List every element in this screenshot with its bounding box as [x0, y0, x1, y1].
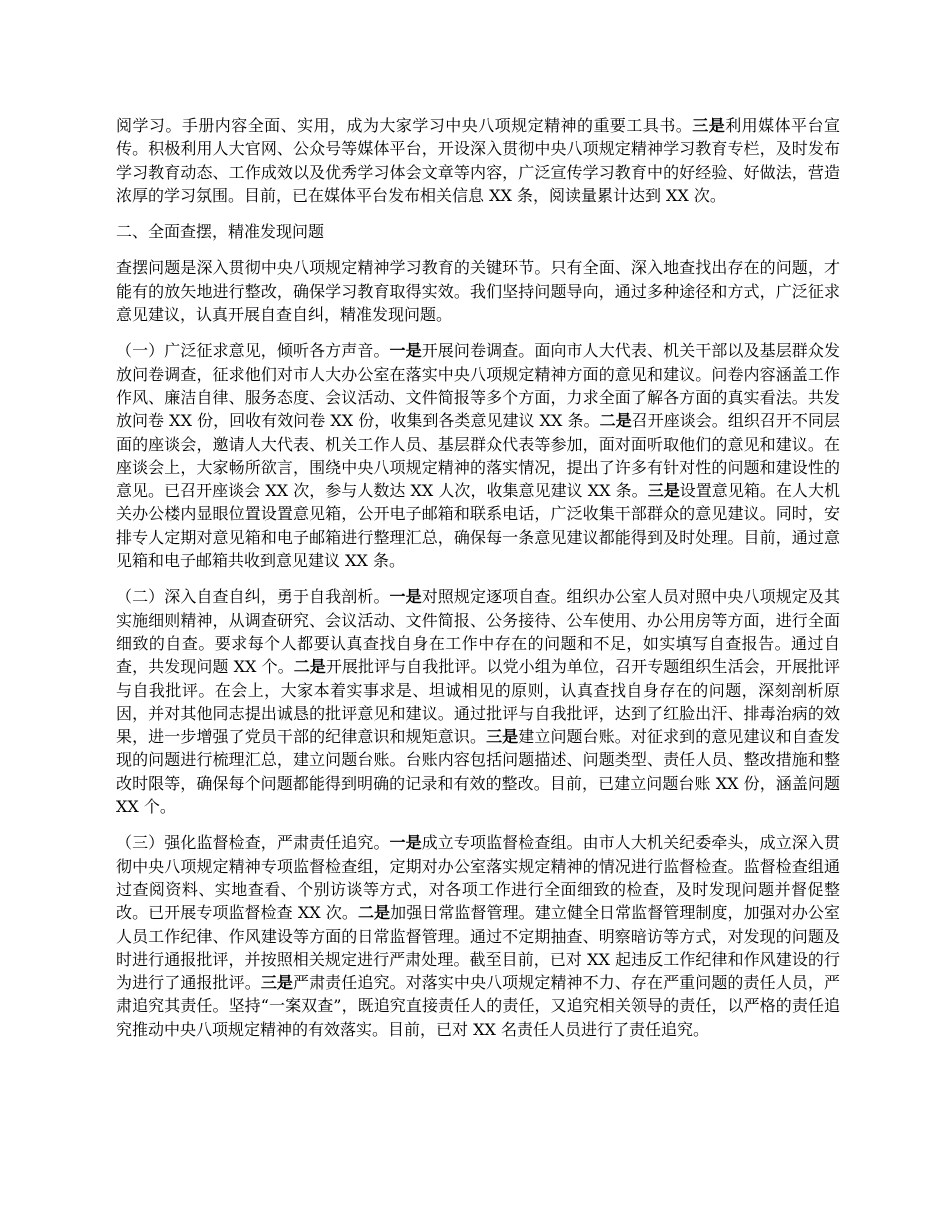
text-segment: 开展批评与自我批评。以党小组为单位，召开专题组织生活会，开展批评与自我批评。在会上，大家本着实事求是、坦诚相见的原则，认真查找自身存在的问题，深刻剖析原因，并对其他同志提出诚恳的批评意见和建议。通过批评与自我批评，达到了红脸出汗、排毒治病的效果，进一步增强了党员干部的纪律意识和规矩意识。 — [116, 657, 840, 747]
subsection-title: （一）广泛征求意见，倾听各方声音。 — [116, 341, 390, 361]
text-segment: 设置意见箱。在人大机关办公楼内显眼位置设置意见箱，公开电子邮箱和联系电话，广泛收集干部群众的意见建议。同时，安排专人定期对意见箱和电子邮箱进行整理汇总，确保每一条意见建议都能得到及时处理。目前，通过意见箱和电子邮箱共收到意见建议 XX 条。 — [116, 481, 840, 571]
text-segment: 查摆问题是深入贯彻中央八项规定精神学习教育的关键环节。只有全面、深入地查找出存在的问题，才能有的放矢地进行整改，确保学习教育取得实效。我们坚持问题导向，通过多种途径和方式，广泛征求意见建议，认真开展自查自纠，精准发现问题。 — [116, 258, 840, 325]
text-segment: 利用媒体平台宣传。积极利用人大官网、公众号等媒体平台，开设深入贯彻中央八项规定精神学习教育专栏，及时发布学习教育动态、工作成效以及优秀学习体会文章等内容，广泛宣传学习教育中的好经验、好做法，营造浓厚的学习氛围。目前，已在媒体平台发布相关信息 XX 条，阅读量累计达到 XX 次。 — [116, 116, 840, 205]
bold-marker: 二是 — [293, 657, 326, 677]
bold-marker: 三是 — [692, 116, 726, 135]
bold-marker: 二是 — [599, 411, 632, 431]
paragraph-subsection-3 — [116, 831, 840, 1041]
subsection-title: （三）强化监督检查，严肃责任追究。 — [116, 833, 390, 853]
text-segment: 阅学习。手册内容全面、实用，成为大家学习中央八项规定精神的重要工具书。 — [116, 116, 693, 135]
text-segment: 开展问卷调查。面向市人大代表、机关干部以及基层群众发放问卷调查，征求他们对市人大办公室在落实中央八项规定精神方面的意见和建议。问卷内容涵盖工作作风、廉洁自律、服务态度、会议活动、文件简报等多个方面，力求全面了解各方面的真实看法。共发放问卷 XX 份，回收有效问卷 XX 份，收集到各类意见建议 XX 条。 — [116, 341, 840, 431]
bold-marker: 三是 — [486, 727, 519, 747]
section-heading — [116, 220, 840, 243]
subsection-title: （二）深入自查自纠，勇于自我剖析。 — [116, 587, 390, 607]
bold-marker: 二是 — [357, 903, 391, 923]
text-segment: 严肃责任追究。对落实中央八项规定精神不力、存在严重问题的责任人员，严肃追究其责任。坚持“一案双查”，既追究直接责任人的责任，又追究相关领导的责任，以严格的责任追究推动中央八项规定精神的有效落实。目前，已对 XX 名责任人员进行了责任追究。 — [116, 973, 840, 1039]
heading-text: 二、全面查摆，精准发现问题 — [116, 222, 325, 242]
bold-marker: 一是 — [389, 587, 422, 607]
paragraph-section-intro — [116, 256, 840, 326]
paragraph-intro — [116, 114, 840, 207]
bold-marker: 三是 — [647, 481, 680, 501]
paragraph-subsection-2 — [116, 585, 840, 818]
text-segment: 成立专项监督检查组。由市人大机关纪委牵头，成立深入贯彻中央八项规定精神专项监督检查组，定期对办公室落实规定精神的情况进行监督检查。监督检查组通过查阅资料、实地查看、个别访谈等方式，对各项工作进行全面细致的检查，及时发现问题并督促整改。已开展专项监督检查 XX 次。 — [116, 833, 840, 923]
paragraph-subsection-1 — [116, 339, 840, 572]
text-segment: 召开座谈会。组织召开不同层面的座谈会，邀请人大代表、机关工作人员、基层群众代表等参加，面对面听取他们的意见和建议。在座谈会上，大家畅所欲言，围绕中央八项规定精神的落实情况，提出了许多有针对性的问题和建设性的意见。已召开座谈会 XX 次，参与人数达 XX 人次，收集意见建议 XX 条。 — [116, 411, 840, 501]
text-segment: 对照规定逐项自查。组织办公室人员对照中央八项规定及其实施细则精神，从调查研究、会议活动、文件简报、公务接待、公车使用、办公用房等方面，进行全面细致的自查。要求每个人都要认真查找自身在工作中存在的问题和不足，如实填写自查报告。通过自查，共发现问题 XX 个。 — [116, 587, 840, 677]
document-page — [116, 114, 840, 1041]
text-segment: 加强日常监督管理。建立健全日常监督管理制度，加强对办公室人员工作纪律、作风建设等方面的日常监督管理。通过不定期抽查、明察暗访等方式，对发现的问题及时进行通报批评，并按照相关规定进行严肃处理。截至目前，已对 XX 起违反工作纪律和作风建设的行为进行了通报批评。 — [116, 903, 840, 993]
bold-marker: 一是 — [389, 833, 422, 853]
text-segment: 建立问题台账。对征求到的意见建议和自查发现的问题进行梳理汇总，建立问题台账。台账内容包括问题描述、问题类型、责任人员、整改措施和整改时限等，确保每个问题都能得到明确的记录和有效的整改。目前，已建立问题台账 XX 份，涵盖问题 XX 个。 — [116, 727, 840, 817]
bold-marker: 三是 — [260, 973, 293, 993]
bold-marker: 一是 — [389, 341, 422, 361]
